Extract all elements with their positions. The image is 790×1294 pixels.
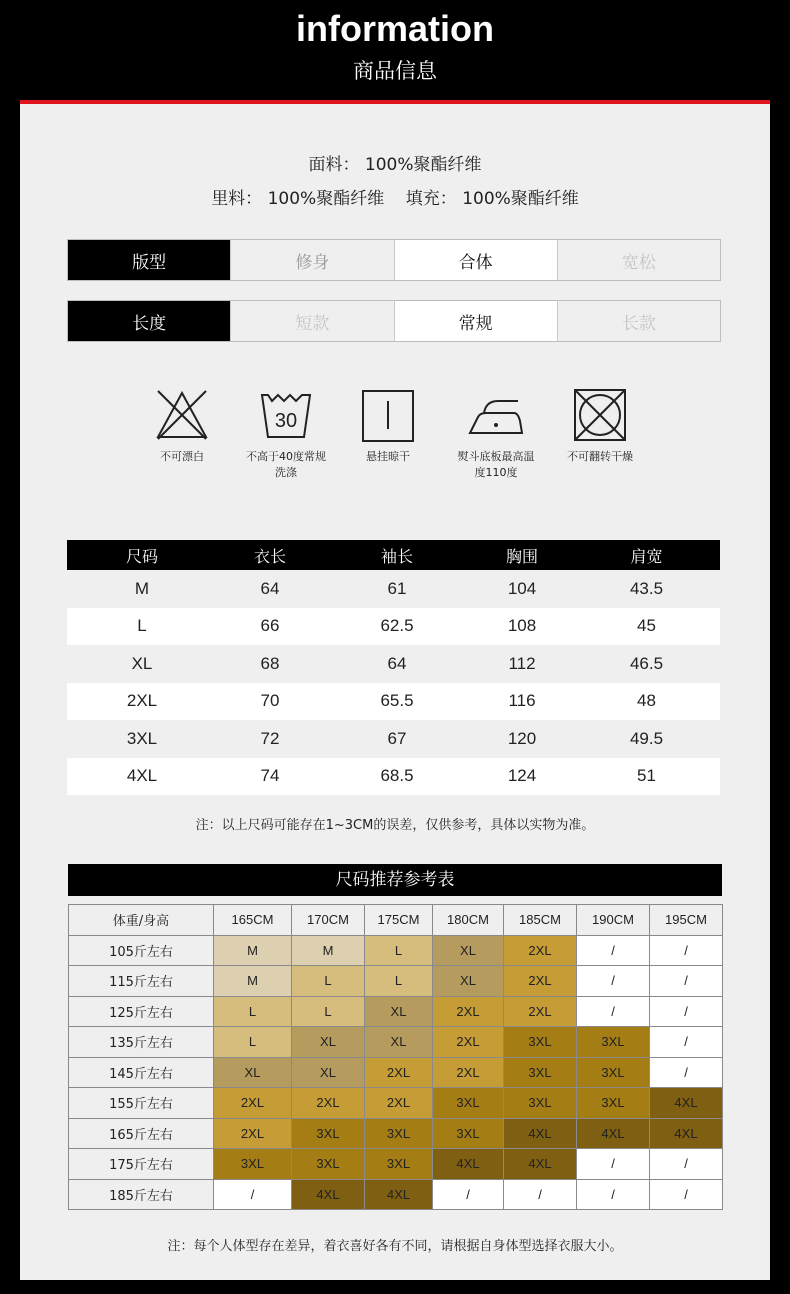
- recommend-size-cell: /: [577, 1179, 650, 1210]
- recommend-size-cell: 3XL: [365, 1149, 433, 1180]
- fit-row: [67, 239, 721, 281]
- recommend-note: 注：每个人体型存在差异，着衣喜好各有不同，请根据自身体型选择衣服大小。: [167, 1239, 623, 1254]
- size-cell: 袖长: [380, 546, 413, 566]
- size-cell: 120: [507, 728, 537, 748]
- recommend-size-cell: 3XL: [433, 1118, 504, 1149]
- size-table-row: [67, 608, 720, 646]
- height-header: 190CM: [577, 905, 650, 936]
- recommend-size-cell: L: [214, 996, 292, 1027]
- recommend-size-cell: /: [214, 1179, 292, 1210]
- recommend-size-cell: L: [214, 1027, 292, 1058]
- recommend-size-cell: XL: [214, 1057, 292, 1088]
- recommend-size-cell: L: [365, 966, 433, 997]
- recommend-size-cell: /: [577, 996, 650, 1027]
- size-cell: XL: [131, 653, 153, 673]
- weight-label: 175斤左右: [69, 1149, 214, 1180]
- length-row: [67, 300, 721, 342]
- size-table-row: [67, 570, 720, 608]
- recommend-table: [68, 904, 723, 1210]
- weight-label: 165斤左右: [69, 1118, 214, 1149]
- care-item-hang-dry: [348, 387, 428, 465]
- recommend-size-cell: XL: [292, 1057, 365, 1088]
- weight-label: 105斤左右: [69, 935, 214, 966]
- recommend-size-cell: XL: [365, 1027, 433, 1058]
- recommend-size-cell: 3XL: [292, 1149, 365, 1180]
- size-cell: 116: [508, 691, 536, 711]
- size-cell: 肩宽: [630, 546, 663, 566]
- recommend-size-cell: 3XL: [504, 1057, 577, 1088]
- size-cell: 104: [507, 578, 537, 598]
- care-item-wash: [246, 387, 326, 481]
- recommend-size-cell: /: [650, 1057, 723, 1088]
- recommend-corner: 体重/身高: [69, 905, 214, 936]
- care-text-no-bleach: 不可漂白: [160, 450, 204, 463]
- recommend-title: 尺码推荐参考表: [68, 864, 722, 896]
- recommend-size-cell: XL: [433, 966, 504, 997]
- care-text-hang-dry: 悬挂晾干: [366, 450, 410, 463]
- recommend-size-cell: XL: [292, 1027, 365, 1058]
- size-cell: 64: [387, 653, 407, 673]
- size-table-row: [67, 645, 720, 683]
- recommend-size-cell: 4XL: [292, 1179, 365, 1210]
- size-table-row: [67, 720, 720, 758]
- recommend-size-cell: /: [504, 1179, 577, 1210]
- recommend-row: [69, 1027, 723, 1058]
- size-cell: 46.5: [629, 653, 664, 673]
- size-cell: 70: [260, 691, 280, 711]
- size-cell: 61: [387, 578, 407, 598]
- care-text-wash: 不高于40度常规洗涤: [246, 450, 326, 479]
- recommend-size-cell: /: [650, 1027, 723, 1058]
- size-cell: 49.5: [629, 728, 664, 748]
- header-title-en: information: [296, 8, 494, 49]
- wash-30-icon: [258, 387, 314, 443]
- recommend-size-cell: M: [292, 935, 365, 966]
- size-cell: 衣长: [253, 546, 286, 566]
- size-cell: 45: [637, 616, 656, 636]
- lining-filling-line: 里料： 100%聚酯纤维 填充： 100%聚酯纤维: [211, 189, 579, 209]
- recommend-size-cell: 4XL: [577, 1118, 650, 1149]
- product-info-panel: [20, 104, 770, 1280]
- size-cell: 66: [260, 616, 280, 636]
- recommend-size-cell: 4XL: [433, 1149, 504, 1180]
- size-cell: 72: [260, 728, 280, 748]
- size-cell: 51: [637, 766, 656, 786]
- size-cell: 胸围: [505, 546, 538, 566]
- no-tumble-dry-icon: [572, 387, 628, 443]
- recommend-size-cell: 4XL: [365, 1179, 433, 1210]
- recommend-size-cell: 2XL: [214, 1088, 292, 1119]
- recommend-size-cell: 4XL: [504, 1118, 577, 1149]
- length-option-long: 长款: [557, 301, 720, 341]
- size-table: [67, 540, 720, 795]
- recommend-row: [69, 1088, 723, 1119]
- recommend-size-cell: 2XL: [433, 1057, 504, 1088]
- weight-label: 115斤左右: [69, 966, 214, 997]
- size-cell: 4XL: [126, 766, 158, 786]
- size-cell: 108: [507, 616, 537, 636]
- recommend-size-cell: 2XL: [504, 935, 577, 966]
- length-option-short: 短款: [230, 301, 393, 341]
- size-cell: 68: [260, 653, 280, 673]
- recommend-row: [69, 1179, 723, 1210]
- recommend-size-cell: 3XL: [365, 1118, 433, 1149]
- size-cell: 62.5: [380, 616, 414, 636]
- recommend-size-cell: XL: [365, 996, 433, 1027]
- size-cell: 68.5: [380, 766, 414, 786]
- recommend-size-cell: M: [214, 935, 292, 966]
- care-text-iron: 熨斗底板最高温度110度: [457, 450, 535, 479]
- weight-label: 145斤左右: [69, 1057, 214, 1088]
- recommend-size-cell: 2XL: [504, 966, 577, 997]
- recommend-size-cell: 4XL: [650, 1118, 723, 1149]
- size-cell: 112: [508, 653, 536, 673]
- size-cell: L: [137, 616, 147, 636]
- weight-label: 135斤左右: [69, 1027, 214, 1058]
- recommend-row: [69, 935, 723, 966]
- hang-dry-icon: [360, 387, 416, 443]
- size-cell: 64: [260, 578, 280, 598]
- recommend-size-cell: 4XL: [504, 1149, 577, 1180]
- no-bleach-icon: [154, 387, 210, 443]
- size-table-row: [67, 683, 720, 721]
- recommend-row: [69, 966, 723, 997]
- length-label: 长度: [68, 301, 230, 341]
- size-cell: 65.5: [380, 691, 414, 711]
- recommend-size-cell: 3XL: [292, 1118, 365, 1149]
- recommend-size-cell: /: [650, 966, 723, 997]
- page-header: [0, 0, 790, 100]
- recommend-size-cell: /: [577, 935, 650, 966]
- recommend-row: [69, 1057, 723, 1088]
- recommend-size-cell: 2XL: [365, 1088, 433, 1119]
- recommend-size-cell: 2XL: [433, 996, 504, 1027]
- size-cell: 2XL: [126, 691, 158, 711]
- care-item-no-tumble-dry: [560, 387, 640, 465]
- recommend-size-cell: /: [650, 996, 723, 1027]
- fit-option-slim: 修身: [230, 240, 393, 280]
- recommend-size-cell: 4XL: [650, 1088, 723, 1119]
- recommend-size-cell: /: [650, 1149, 723, 1180]
- care-item-iron: [456, 387, 536, 481]
- height-header: 185CM: [504, 905, 577, 936]
- size-note: 注：以上尺码可能存在1~3CM的误差，仅供参考，具体以实物为准。: [195, 818, 595, 833]
- recommend-size-cell: /: [650, 1179, 723, 1210]
- recommend-size-cell: 2XL: [292, 1088, 365, 1119]
- size-cell: 74: [260, 766, 280, 786]
- header-title-cn: 商品信息: [353, 59, 437, 83]
- recommend-size-cell: 3XL: [504, 1027, 577, 1058]
- height-header: 165CM: [214, 905, 292, 936]
- recommend-size-cell: /: [433, 1179, 504, 1210]
- size-table-row: [67, 758, 720, 796]
- recommend-size-cell: 2XL: [433, 1027, 504, 1058]
- recommend-size-cell: 3XL: [214, 1149, 292, 1180]
- recommend-size-cell: 2XL: [214, 1118, 292, 1149]
- fit-label: 版型: [68, 240, 230, 280]
- height-header: 175CM: [365, 905, 433, 936]
- size-cell: 43.5: [629, 578, 664, 598]
- recommend-row: [69, 996, 723, 1027]
- weight-label: 155斤左右: [69, 1088, 214, 1119]
- recommend-row: [69, 1118, 723, 1149]
- recommend-size-cell: /: [577, 1149, 650, 1180]
- weight-label: 185斤左右: [69, 1179, 214, 1210]
- fabric-line: 面料： 100%聚酯纤维: [308, 155, 482, 175]
- weight-label: 125斤左右: [69, 996, 214, 1027]
- recommend-size-cell: 2XL: [504, 996, 577, 1027]
- svg-text:30: 30: [274, 410, 298, 432]
- size-table-header: [67, 540, 720, 570]
- size-cell: 尺码: [125, 546, 158, 566]
- height-header: 195CM: [650, 905, 723, 936]
- height-header: 170CM: [292, 905, 365, 936]
- size-cell: 3XL: [126, 728, 158, 748]
- recommend-size-cell: 3XL: [577, 1088, 650, 1119]
- recommend-size-cell: 2XL: [365, 1057, 433, 1088]
- iron-110-icon: [468, 387, 524, 443]
- size-cell: 124: [507, 766, 537, 786]
- recommend-size-cell: M: [214, 966, 292, 997]
- recommend-size-cell: L: [292, 966, 365, 997]
- fit-option-loose: 宽松: [557, 240, 720, 280]
- care-item-no-bleach: [142, 387, 222, 465]
- recommend-size-cell: 3XL: [577, 1057, 650, 1088]
- recommend-header-row: [69, 905, 723, 936]
- recommend-size-cell: 3XL: [577, 1027, 650, 1058]
- size-cell: M: [134, 578, 150, 598]
- recommend-size-cell: 3XL: [433, 1088, 504, 1119]
- recommend-size-cell: L: [365, 935, 433, 966]
- recommend-size-cell: 3XL: [504, 1088, 577, 1119]
- care-text-no-tumble-dry: 不可翻转干燥: [567, 450, 633, 463]
- size-cell: 48: [637, 691, 656, 711]
- recommend-row: [69, 1149, 723, 1180]
- recommend-size-cell: /: [577, 966, 650, 997]
- recommend-size-cell: L: [292, 996, 365, 1027]
- length-option-regular: 常规: [394, 301, 557, 341]
- fit-option-regular: 合体: [394, 240, 557, 280]
- recommend-size-cell: /: [650, 935, 723, 966]
- recommend-size-cell: XL: [433, 935, 504, 966]
- height-header: 180CM: [433, 905, 504, 936]
- size-cell: 67: [387, 728, 407, 748]
